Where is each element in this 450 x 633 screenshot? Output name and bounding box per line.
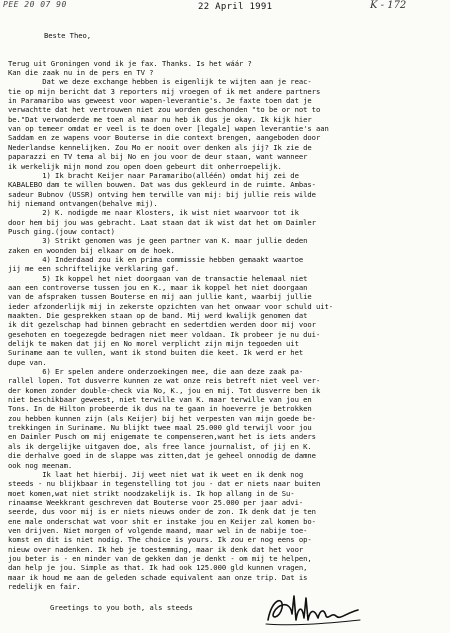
letter-line: van de afspraken tussen Bouterse en mij aan jullie kant, waarbij jullie — [8, 292, 312, 302]
letter-line: niet beschikbaar geweest, niet terwille van K. maar terwille van jou en — [8, 395, 312, 405]
letter-line: Tons. In de Hilton probeerde ik dus na te gaan in hoeverre je betrokken — [8, 404, 312, 414]
letter-line: maar ik houd me aan de geleden schade equivalent aan onze trip. Dat is — [8, 572, 308, 582]
letter-line: van op temeer omdat er veel is te doen over [legale] wapen leverantie's aan — [8, 124, 329, 134]
letter-line: be."Dat verwonderde me toen al maar nu heb ik dus je okay. Ik kijk hier — [8, 114, 312, 124]
letter-line: Pusch ging.(jouw contact) — [8, 226, 115, 236]
letter-line: 4) Inderdaad zou ik en prima commissie hebben gemaakt waartoe — [8, 254, 304, 264]
letter-line: paparazzi en TV tema al bij No en jou voor de deur staan, want wanneer — [8, 152, 308, 162]
letter-line: zou hebben kunnen zijn (als Keijer) bij het verpesten van mijn goede be- — [8, 413, 316, 423]
letter-line: verwachtte dat het vertrouwen niet zou worden geschonden "to be or not to — [8, 105, 321, 115]
letter-lines — [8, 59, 444, 592]
letter-line: 6) Er spelen andere onderzoekingen mee, die aan deze zaak pa- — [8, 367, 304, 377]
letter-line: Suriname aan te vullen, want ik stond buiten die keet. Ik werd er het — [8, 348, 304, 358]
letter-line: die derhalve goed in de slappe was zitten,dat je geheel onnodig de damne — [8, 451, 316, 461]
letter-line: komst en dit is niet nodig. The choice is yours. Ik zou er nog eens op- — [8, 535, 312, 545]
letter-line: KABALEBO dam te willen bouwen. Dat was dus gekleurd in de ruimte. Ambas- — [8, 180, 316, 190]
letter-line: ook nog meenam. — [8, 460, 73, 470]
letter-line: gesehoten en toegezegde bedragen niet meer voldaan. Ik probeer je nu dui- — [8, 329, 321, 339]
letter-line: sadeur Bubnov (USSR) ontving hem terwille van mij: bij jullie reis wilde — [8, 189, 316, 199]
letter-line: ven drijven. Niet morgen of volgende maand, maar wel in de nabije toe- — [8, 525, 308, 535]
letter-line: in Paramaribo was geweest voor wapen-leverantie's. Je faxte toen dat je — [8, 96, 312, 106]
letter-line: delijk te maken dat jij en No morel verplicht zijn mijn tegoeden uit — [8, 339, 299, 349]
letter-line: Nederlandse kennelijken. Zou Mo er nooit over denken als jij? Ik zie de — [8, 142, 312, 152]
letter-line: rallel lopen. Tot dusverre kunnen ze wat onze reis betreft niet veel ver- — [8, 376, 321, 386]
salutation: Beste Theo, — [44, 30, 92, 40]
letter-line: moet komen,wat niet strikt noodzakelijk is. Ik hop allang in de Su- — [8, 488, 295, 498]
letter-line: 3) Strikt genomen was je geen partner van K. maar jullie deden — [8, 236, 308, 246]
letter-line: Dat we deze exchange hebben is eigenlijk te wijten aan je reac- — [8, 77, 312, 87]
letter-body — [8, 12, 444, 610]
letter-line: der komen zonder double-check via No, K., jou en mij. Tot dusverre ben ik — [8, 385, 321, 395]
letter-line: 1) Ik bracht Keijer naar Paramaribo(alléén) omdat hij zei de — [8, 170, 299, 180]
letter-line: Saddam en ze wapens voor Bouterse in die context brengen, aangeboden door — [8, 133, 321, 143]
letter-line: door hem bij jou was gebracht. Laat staan dat ik wist dat het om Daimler — [8, 217, 316, 227]
letter-line: rinaamse Weekkrant geschreven dat Bouterse voor 25.000 per jaar advi- — [8, 497, 304, 507]
letter-line: seerde, dus voor mij is er niets nieuws onder de zon. Ik denk dat je ten — [8, 507, 316, 517]
letter-line: tie op mijn bericht dat 3 reporters mij vroegen of ik met andere partners — [8, 86, 321, 96]
letter-line: aan een controverse tussen jou en K., maar ik koppel het niet doorgaan — [8, 282, 308, 292]
letter-line: ene male onderschat wat voor shit er instake jou en Keijer zal komen bo- — [8, 516, 316, 526]
letter-line: ieder afzonderlijk mij in zekerste opzichten van het onwaar voor schuld uit- — [8, 301, 334, 311]
closing-line: Greetings to you both, als steeds — [50, 603, 193, 612]
letter-line: als ik dergelijke uitgaven doe, als free lance journalist, of jij en K. — [8, 441, 312, 451]
letter-line: jij me een schriftelijke verklaring gaf. — [8, 264, 180, 274]
signature — [262, 590, 362, 630]
letter-line: hij niemand ontvangen(behalve mij). — [8, 198, 158, 208]
letter-line: maakten. Die gesprekken staan op de band. Mij werd kwalijk genomen dat — [8, 311, 308, 320]
letter-line: dan help je jou. Simple as that. Ik had ook 125.000 gld kunnen vragen, — [8, 563, 308, 573]
letter-line: Terug uit Groningen vond ik je fax. Thanks. Is het wáár ? — [8, 58, 252, 68]
letter-line: jou beter is - en minder van de gekken dan je denkt - om mij te helpen, — [8, 553, 312, 563]
letter-line: ik dit gezelschap had binnen gebracht en sedertdien werden door mij voor — [8, 320, 316, 330]
letter-line: steeds - nu blijkbaar in tegenstelling tot jou - dat er niets naar buiten — [8, 479, 321, 489]
letter-line: Kan die zaak nu in de pers en TV ? — [8, 68, 154, 78]
header-mark: PEE 20 07 90 — [3, 0, 67, 9]
letter-line: en Daimler Pusch om mij enigemate te compenseren,want het is iets anders — [8, 432, 316, 442]
letter-line: zaken en woonden bij elkaar om de hoek. — [8, 245, 175, 255]
letter-line: redelijk en fair. — [8, 581, 81, 591]
letter-line: Ik laat het hierbij. Jij weet niet wat ik weet en ik denk nog — [8, 469, 304, 479]
letter-date: 22 April 1991 — [198, 2, 273, 12]
letter-line: ik werkelijk mijn mond zou open doen gebeurt dit onherroepelijk. — [8, 161, 282, 171]
handwritten-reference: K - 172 — [370, 0, 407, 11]
letter-line: 5) Ik koppel het niet doorgaan van de transactie helemaal niet — [8, 273, 308, 283]
letter-line: nieuw over nadenken. Ik heb je toestemming, maar ik denk dat het voor — [8, 544, 304, 554]
letter-line: dupe van. — [8, 357, 47, 367]
letter-line: 2) K. nodigde me naar Klosters, ik wist niet waarvoor tot ik — [8, 208, 299, 218]
letter-line: trekkingen in Suriname. Nu blijkt twee maal 25.000 gld terwijl voor jou — [8, 423, 312, 433]
